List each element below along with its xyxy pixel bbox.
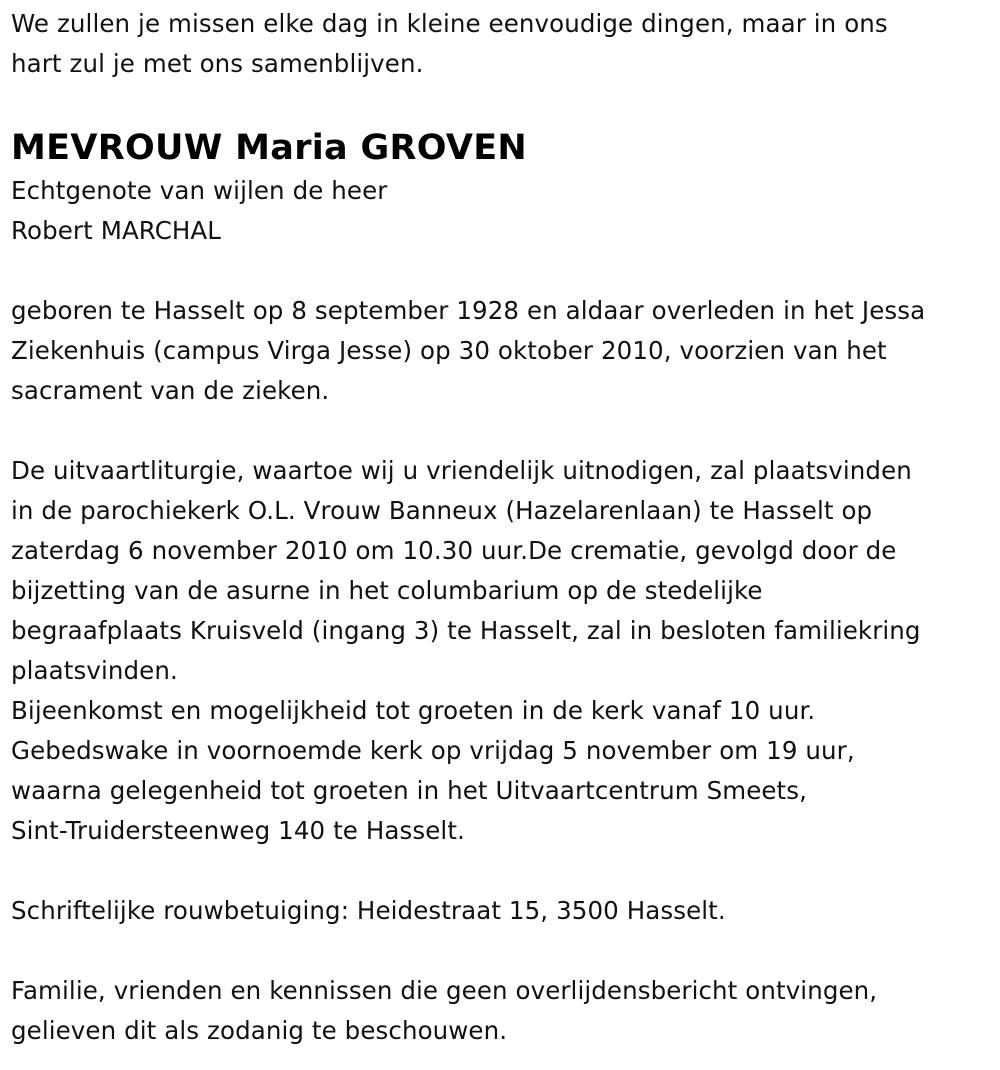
relation-line: Robert MARCHAL <box>11 216 222 245</box>
funeral-paragraph <box>11 451 990 851</box>
birth-death-line: Ziekenhuis (campus Virga Jesse) op 30 oktober 2010, voorzien van het <box>11 336 887 365</box>
paragraph-spacer <box>11 411 990 451</box>
relation-text <box>11 171 990 251</box>
closing-paragraph <box>11 971 990 1051</box>
birth-death-paragraph <box>11 291 990 411</box>
funeral-line: zaterdag 6 november 2010 om 10.30 uur.De crematie, gevolgd door de <box>11 536 897 565</box>
closing-line: Familie, vrienden en kennissen die geen overlijdensbericht ontvingen, <box>11 976 878 1005</box>
funeral-line: plaatsvinden. <box>11 656 178 685</box>
funeral-line: begraafplaats Kruisveld (ingang 3) te Hasselt, zal in besloten familiekring <box>11 616 921 645</box>
paragraph-spacer <box>11 251 990 291</box>
birth-death-line: sacrament van de zieken. <box>11 376 330 405</box>
paragraph-spacer <box>11 931 990 971</box>
condolence-paragraph <box>11 891 990 931</box>
funeral-line: Bijeenkomst en mogelijkheid tot groeten in de kerk vanaf 10 uur. <box>11 696 816 725</box>
paragraph-spacer <box>11 851 990 891</box>
condolence-line: Schriftelijke rouwbetuiging: Heidestraat 15, 3500 Hasselt. <box>11 896 726 925</box>
relation-line: Echtgenote van wijlen de heer <box>11 176 388 205</box>
funeral-line: waarna gelegenheid tot groeten in het Uitvaartcentrum Smeets, <box>11 776 807 805</box>
intro-line: hart zul je met ons samenblijven. <box>11 49 424 78</box>
funeral-line: Sint-Truidersteenweg 140 te Hasselt. <box>11 816 465 845</box>
closing-line: gelieven dit als zodanig te beschouwen. <box>11 1016 508 1045</box>
funeral-line: Gebedswake in voornoemde kerk op vrijdag 5 november om 19 uur, <box>11 736 855 765</box>
funeral-line: in de parochiekerk O.L. Vrouw Banneux (Hazelarenlaan) te Hasselt op <box>11 496 873 525</box>
birth-death-line: geboren te Hasselt op 8 september 1928 en aldaar overleden in het Jessa <box>11 296 926 325</box>
funeral-line: De uitvaartliturgie, waartoe wij u vriendelijk uitnodigen, zal plaatsvinden <box>11 456 912 485</box>
intro-line: We zullen je missen elke dag in kleine eenvoudige dingen, maar in ons <box>11 9 888 38</box>
deceased-name: MEVROUW Maria GROVEN <box>11 128 528 168</box>
intro-quote <box>11 4 990 84</box>
funeral-line: bijzetting van de asurne in het columbarium op de stedelijke <box>11 576 763 605</box>
